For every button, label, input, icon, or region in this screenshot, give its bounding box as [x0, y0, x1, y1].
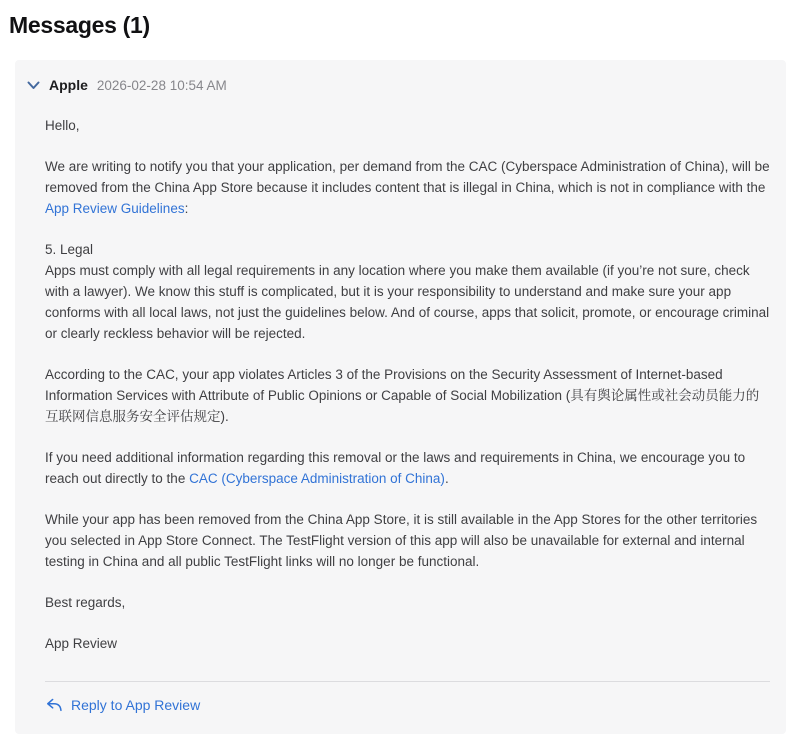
message-timestamp: 2026-02-28 10:54 AM: [96, 77, 227, 93]
message-paragraph: [45, 509, 770, 572]
paragraph-text: While your app has been removed from the China App Store, it is still available in the App Stores for the other territories you selected in App Store Connect. The TestFlight version of this app will also be unavailable for external and internal testing in China and all public TestFlight links will no longer be functional.: [45, 512, 758, 569]
inline-link[interactable]: App Review Guidelines: [45, 201, 185, 216]
message-sender: Apple: [49, 77, 88, 93]
paragraph-text: If you need additional information regarding this removal or the laws and requirements in China, we encourage you to reach out directly to the: [45, 450, 746, 486]
message-paragraph: [45, 364, 770, 427]
reply-arrow-icon: [45, 697, 63, 713]
chevron-down-icon[interactable]: [27, 81, 40, 90]
paragraph-text: Best regards,: [45, 595, 126, 610]
inline-link[interactable]: CAC (Cyberspace Administration of China): [189, 471, 445, 486]
paragraph-text: App Review: [45, 636, 118, 651]
paragraph-text: Apps must comply with all legal requirements in any location where you make them available (if you’re not sure, check with a lawyer). We know this stuff is complicated, but it is your responsibility to understand and make sure your app conforms with all local laws, not just the guidelines below. And of course, apps that solicit, promote, or encourage criminal or clearly reckless behavior will be rejected.: [45, 263, 770, 341]
paragraph-text: :: [184, 201, 189, 216]
paragraph-text: According to the CAC, your app violates Articles 3 of the Provisions on the Security Assessment of Internet-based Information Services with Attribute of Public Opinions or Capable of Social Mobilization (具有舆论属性或社会动员能力的互联网信息服务安全评估规定).: [45, 367, 760, 424]
message-paragraph: [45, 239, 770, 344]
page-title: Messages (1): [9, 12, 150, 38]
message-card: [15, 60, 786, 734]
message-body: [45, 115, 770, 654]
message-header[interactable]: [27, 77, 770, 93]
paragraph-text: Hello,: [45, 118, 80, 133]
message-paragraph: [45, 592, 770, 613]
divider: [45, 681, 770, 682]
message-paragraph: [45, 633, 770, 654]
message-paragraph: [45, 115, 770, 136]
paragraph-text: We are writing to notify you that your application, per demand from the CAC (Cyberspace Administration of China), will be removed from the China App Store because it includes content that is illegal in China, which is not in compliance with the: [45, 159, 770, 195]
paragraph-text: 5. Legal: [45, 242, 94, 257]
reply-label: Reply to App Review: [71, 697, 201, 713]
message-paragraph: [45, 156, 770, 219]
message-paragraph: [45, 447, 770, 489]
reply-button[interactable]: [45, 697, 200, 713]
paragraph-text: .: [444, 471, 449, 486]
